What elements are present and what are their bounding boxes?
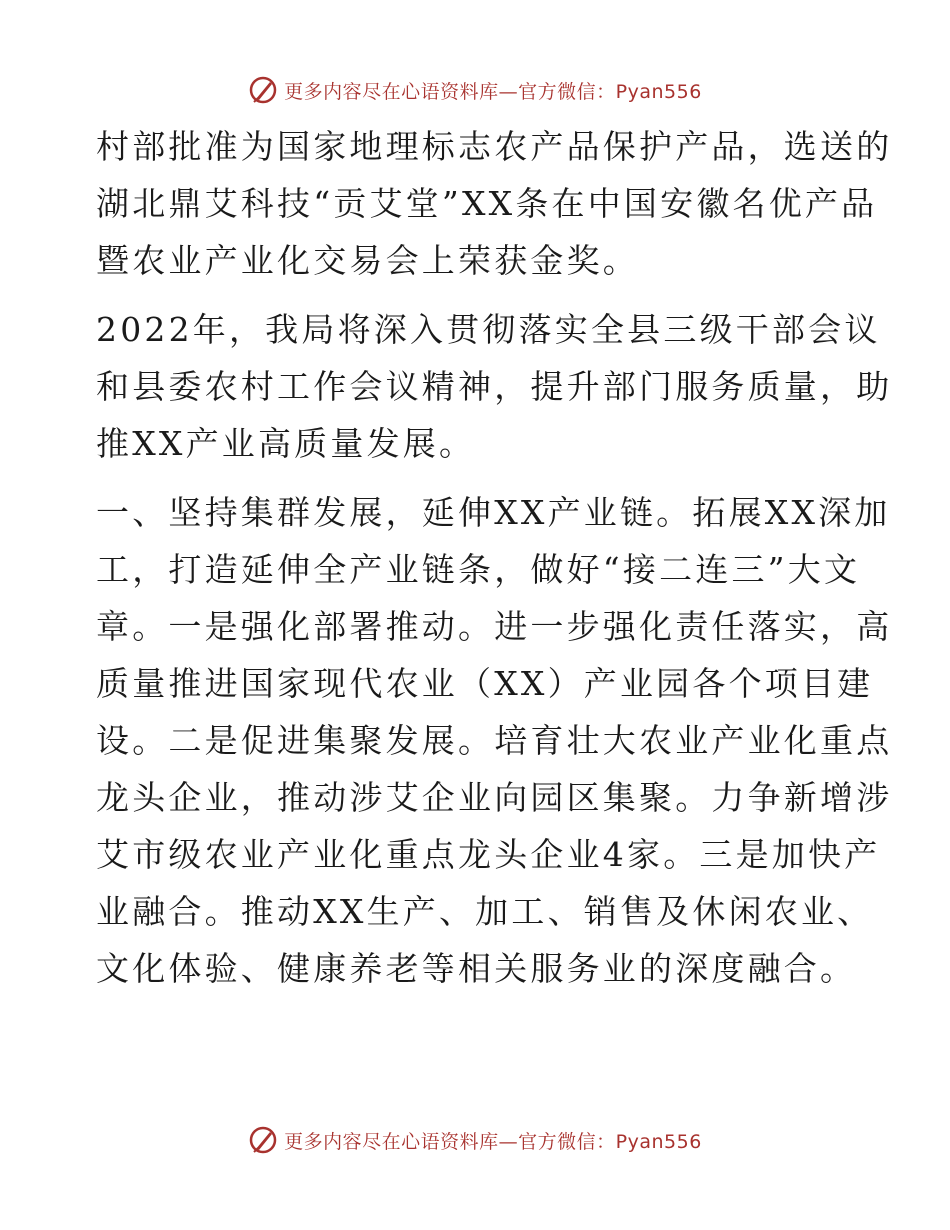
text-line: 2022年，我局将深入贯彻落实全县三级干部会议 bbox=[96, 310, 881, 349]
document-body bbox=[96, 118, 893, 1009]
text-line: 湖北鼎艾科技“贡艾堂”XX条在中国安徽名优产品 bbox=[96, 184, 878, 223]
text-line: 艾市级农业产业化重点龙头企业4家。三是加快产 bbox=[96, 835, 881, 874]
text-line: 一、坚持集群发展，延伸XX产业链。拓展XX深加 bbox=[96, 493, 891, 532]
text-line: 章。一是强化部署推动。进一步强化责任落实，高 bbox=[96, 607, 893, 646]
text-line: 业融合。推动XX生产、加工、销售及休闲农业、 bbox=[96, 892, 874, 931]
text-line: 设。二是促进集聚发展。培育壮大农业产业化重点 bbox=[96, 721, 893, 760]
header-banner-text: 更多内容尽在心语资料库—官方微信：Pyan556 bbox=[284, 80, 702, 103]
text-line: 推XX产业高质量发展。 bbox=[96, 424, 476, 463]
text-line: 暨农业产业化交易会上荣获金奖。 bbox=[96, 241, 639, 280]
paragraph-2 bbox=[96, 301, 893, 472]
header-banner bbox=[0, 70, 950, 110]
quill-pen-logo-icon bbox=[248, 1125, 278, 1155]
text-line: 工，打造延伸全产业链条，做好“接二连三”大文 bbox=[96, 550, 861, 589]
text-line: 和县委农村工作会议精神，提升部门服务质量，助 bbox=[96, 367, 893, 406]
quill-pen-logo-icon bbox=[248, 75, 278, 105]
paragraph-1 bbox=[96, 118, 893, 289]
text-line: 龙头企业，推动涉艾企业向园区集聚。力争新增涉 bbox=[96, 778, 893, 817]
paragraph-3 bbox=[96, 484, 893, 997]
footer-banner-text: 更多内容尽在心语资料库—官方微信：Pyan556 bbox=[284, 1130, 702, 1153]
text-line: 文化体验、健康养老等相关服务业的深度融合。 bbox=[96, 949, 857, 988]
text-line: 村部批准为国家地理标志农产品保护产品，选送的 bbox=[96, 127, 893, 166]
footer-banner bbox=[0, 1120, 950, 1160]
text-line: 质量推进国家现代农业（XX）产业园各个项目建 bbox=[96, 664, 874, 703]
